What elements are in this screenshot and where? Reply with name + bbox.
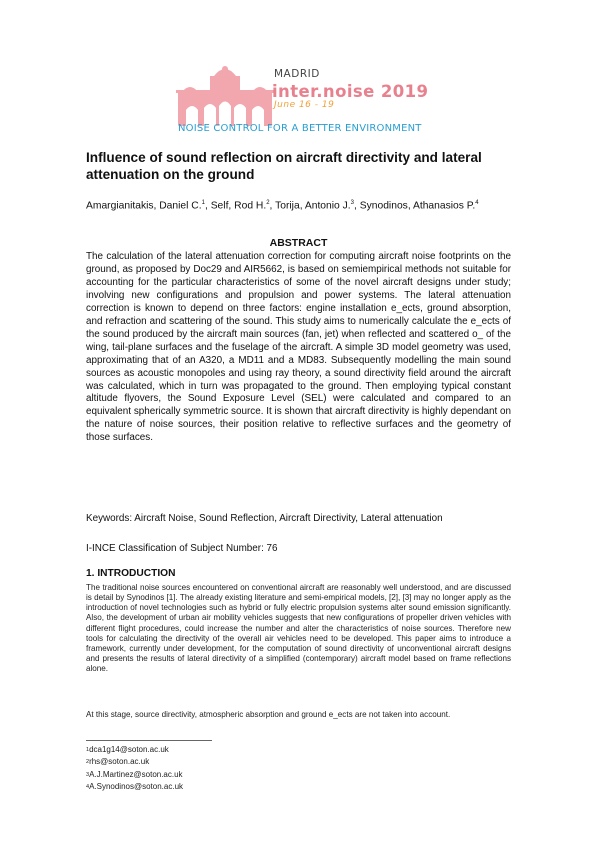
logo-brand: inter.noise 2019 [272, 82, 429, 101]
author-separator: , [354, 200, 360, 212]
footnote-email[interactable]: A.J.Martinez@soton.ac.uk [89, 769, 183, 779]
footnote-number: 2 [86, 759, 90, 766]
author-mark: 4 [475, 200, 479, 206]
footnote-number: 3 [86, 771, 90, 778]
author-separator: , [204, 200, 211, 212]
introduction-paragraph: At this stage, source directivity, atmospheric absorption and ground e_ects are not taken into account. [86, 710, 451, 719]
footnote-number: 4 [86, 784, 90, 791]
abstract-heading: ABSTRACT [269, 237, 328, 249]
introduction-paragraph: The traditional noise sources encountered on conventional aircraft are reasonably well understood, and are discussed is detail by Synodinos [1]. The already existing literature and semi-empirical models, [2], [3] may no longer apply as the introduction of novel technologies such as hybrid or fully electric propulsion systems alter sound emission significantly. Also, the development of urban air mobility vehicles suggests that new configurations of propeller driven vehicles with different flight procedures, could increase the number and alter the characteristics of noise sources. Therefore new tools for calculating the directivity of the overall air vehicles need to be developed. This paper aims to introduce a framework, currently under development, for the computation of sound directivity of unconventional aircraft designs and presents the results of lateral directivity of a simplified (contemporary) aircraft model based on frame reflections alone. [86, 583, 511, 674]
author: Amargianitakis, Daniel C. [86, 200, 202, 212]
footnotes [86, 744, 183, 794]
author-list [86, 196, 511, 213]
footnote [86, 769, 183, 781]
footnote-email[interactable]: dca1g14@soton.ac.uk [89, 745, 169, 754]
author-mark: 2 [266, 200, 270, 206]
footnote [86, 781, 183, 793]
author-separator: , [269, 200, 276, 212]
footnote [86, 744, 183, 756]
logo-tagline: NOISE CONTROL FOR A BETTER ENVIRONMENT [178, 123, 422, 134]
section-heading-introduction: 1. INTRODUCTION [86, 568, 176, 579]
paper-title: Influence of sound reflection on aircraft directivity and lateral attenuation on the ground [86, 150, 482, 182]
author: Self, Rod H. [210, 200, 267, 212]
author-mark: 3 [350, 200, 354, 206]
classification: I-INCE Classification of Subject Number: 76 [86, 543, 278, 554]
author: Synodinos, Athanasios P. [359, 200, 476, 212]
logo-dates: June 16 - 19 [274, 100, 335, 110]
footnote-email[interactable]: rhs@soton.ac.uk [89, 757, 150, 767]
keywords: Keywords: Aircraft Noise, Sound Reflection, Aircraft Directivity, Lateral attenuation [86, 513, 443, 524]
footnote-rule [86, 740, 212, 741]
footnote [86, 756, 183, 768]
author: Torija, Antonio J. [275, 200, 351, 212]
footnote-number: 1 [86, 747, 90, 753]
footnote-email[interactable]: A.Synodinos@soton.ac.uk [89, 782, 184, 792]
author-mark: 1 [201, 200, 205, 206]
logo-city: MADRID [274, 68, 320, 80]
abstract-text: The calculation of the lateral attenuation correction for computing aircraft noise footprints on the ground, as proposed by Doc29 and AIR5662, is based on semiempirical methods not suitable for accounting for the particular characteristics of some of the novel aircraft designs under study; involving new configurations and propulsion and power systems. The lateral attenuation correction is known to depend on three factors: engine installation e_ects, ground absorption, and refraction and scattering of the sound. This study aims to numerically calculate the e_ects of the sound produced by the aircraft main sources (fan, jet) when reflected and scattered o_ of the wing, tail-plane surfaces and the fuselage of the aircraft. A simple 3D model geometry was used, approximating that of an A320, a MD11 and a MD83. Subsequently modelling the main sound sources as acoustic monopoles and using ray theory, a sound directivity field around the aircraft was calculated, which in turn was propagated to the ground. Then employing typical constant altitude flyovers, the Sound Exposure Level (SEL) were calculated and compared to an equivalent spherically symmetric source. It is shown that aircraft directivity is highly dependant on the nature of noise sources, their position relative to reflective surfaces and the geometry of those surfaces. [86, 251, 511, 444]
